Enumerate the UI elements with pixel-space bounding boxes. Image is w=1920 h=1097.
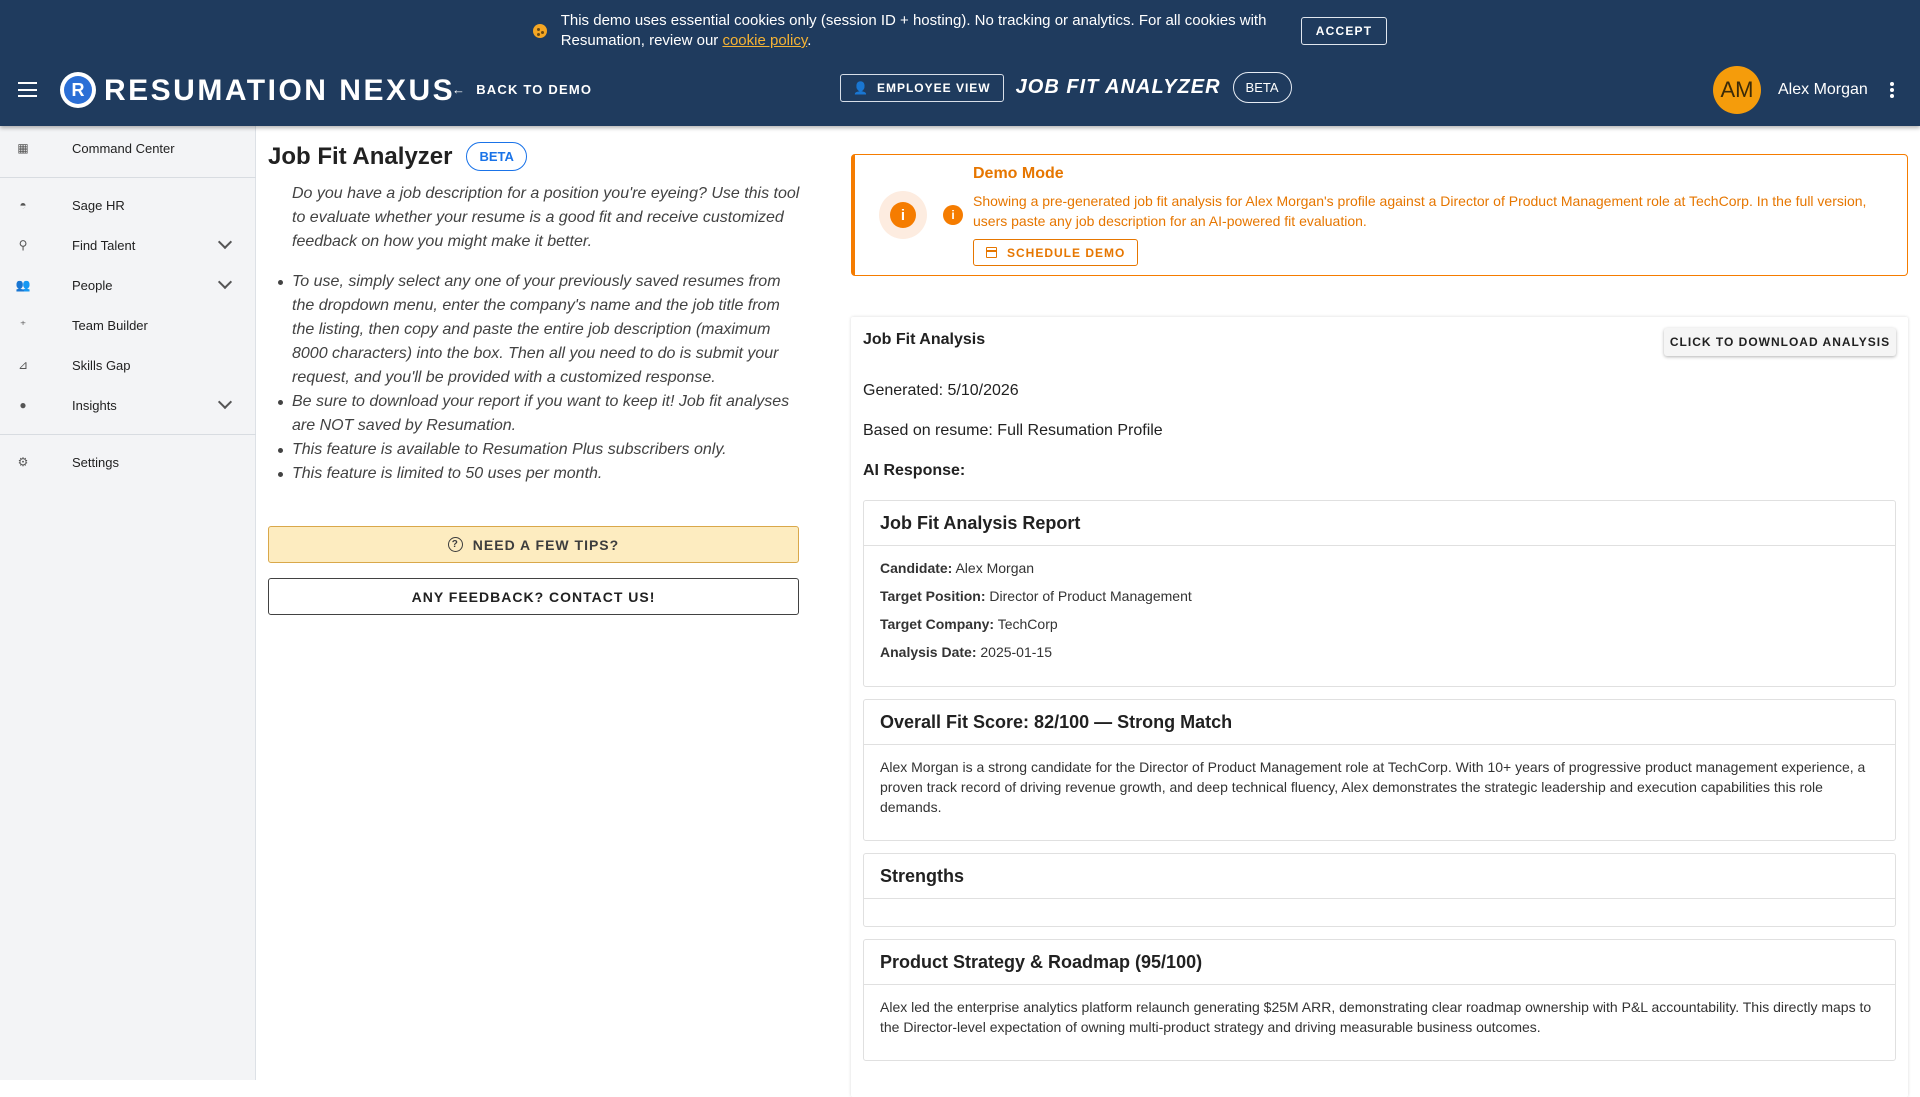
gear-icon: ⚙ xyxy=(17,455,29,469)
intro-text: Do you have a job description for a position you're eyeing? Use this tool to evaluate whether your resume is a good fit and receive customized feedback on how you might make it better. xyxy=(292,185,800,250)
list-item: This feature is available to Resumation Plus subscribers only. xyxy=(292,438,802,462)
schedule-demo-button[interactable]: SCHEDULE DEMO xyxy=(973,239,1138,266)
list-item: Be sure to download your report if you want to keep it! Job fit analyses are NOT saved by Resumation. xyxy=(292,390,802,438)
page-title: Job Fit Analyzer xyxy=(268,142,453,170)
cookie-banner xyxy=(0,0,1920,62)
strategy-section xyxy=(863,939,1896,1061)
chevron-down-icon xyxy=(218,235,232,249)
people-icon: 👥 xyxy=(15,278,31,292)
feedback-button[interactable]: ANY FEEDBACK? CONTACT US! xyxy=(268,578,799,615)
cookie-policy-link[interactable]: cookie policy xyxy=(722,32,808,49)
back-to-demo-button[interactable]: ← BACK TO DEMO xyxy=(452,82,593,97)
download-analysis-button[interactable]: CLICK TO DOWNLOAD ANALYSIS xyxy=(1664,328,1896,356)
tips-button[interactable]: ? NEED A FEW TIPS? xyxy=(268,526,799,563)
sidebar-item-sage-hr[interactable]: ◓ Sage HR xyxy=(0,185,256,225)
calendar-icon xyxy=(986,247,997,258)
strengths-title: Strengths xyxy=(864,854,1895,899)
avatar[interactable]: AM xyxy=(1713,66,1761,114)
sidebar-item-team-builder[interactable]: ⁺ Team Builder xyxy=(0,305,256,345)
person-icon: 👤 xyxy=(853,80,869,95)
group-add-icon: ⁺ xyxy=(19,318,27,332)
sidebar-item-find-talent[interactable]: ⚲ Find Talent xyxy=(0,225,256,265)
analysis-title: Job Fit Analysis xyxy=(863,331,986,348)
lightbulb-icon: ● xyxy=(19,398,27,412)
sidebar-item-people[interactable]: 👥 People xyxy=(0,265,256,305)
demo-mode-alert xyxy=(851,154,1908,276)
sidebar xyxy=(0,126,256,1080)
based-on-resume: Based on resume: Full Resumation Profile xyxy=(863,422,1163,439)
sidebar-item-settings[interactable]: ⚙ Settings xyxy=(17,454,119,470)
dashboard-icon: ▦ xyxy=(17,141,29,155)
demo-title: Demo Mode xyxy=(973,165,1064,182)
ai-response-label: AI Response: xyxy=(863,462,966,479)
cookie-text: This demo uses essential cookies only (session ID + hosting). No tracking or analytics. For all cookies with Resumation, review our cookie policy. xyxy=(560,12,1267,49)
score-section xyxy=(863,699,1896,841)
report-title: Job Fit Analysis Report xyxy=(864,501,1895,546)
report-section xyxy=(863,500,1896,687)
analysis-card xyxy=(851,317,1908,1097)
position-row: Target Position: Director of Product Management xyxy=(880,588,1192,604)
list-item: This feature is limited to 50 uses per month. xyxy=(292,462,802,486)
more-vert-icon[interactable] xyxy=(1890,82,1894,98)
beta-badge: BETA xyxy=(1233,72,1292,103)
top-app-bar xyxy=(0,0,1920,126)
tool-title: JOB FIT ANALYZER xyxy=(1015,76,1221,98)
info-icon: i xyxy=(879,191,927,239)
logo[interactable]: R xyxy=(60,72,96,108)
chevron-down-icon xyxy=(218,275,232,289)
generated-date: Generated: 5/10/2026 xyxy=(863,382,1019,399)
demo-text: Showing a pre-generated job fit analysis for Alex Morgan's profile against a Director of Product Management role at TechCorp. In the full version, users paste any job description for an AI-powered fit evaluation. xyxy=(973,193,1867,229)
chart-icon: ⊿ xyxy=(17,358,29,372)
accept-cookies-button[interactable]: ACCEPT xyxy=(1301,17,1388,45)
strategy-title: Product Strategy & Roadmap (95/100) xyxy=(864,940,1895,985)
arrow-left-icon: ← xyxy=(452,82,467,97)
score-text: Alex Morgan is a strong candidate for the Director of Product Management role at TechCorp. With 10+ years of progressive product management experience, a proven track record of driving revenue growth, and deep technical fluency, Alex demonstrates the strategic leadership and execution capabilities this role demands. xyxy=(880,759,1866,815)
chevron-down-icon xyxy=(218,395,232,409)
user-name[interactable]: Alex Morgan xyxy=(1778,81,1868,98)
beta-badge: BETA xyxy=(466,142,526,171)
strengths-section xyxy=(863,853,1896,927)
info-icon: i xyxy=(943,205,963,225)
help-icon: ? xyxy=(448,537,463,552)
employee-view-button[interactable]: 👤 EMPLOYEE VIEW xyxy=(840,74,1004,102)
nav-row xyxy=(0,62,1920,118)
company-row: Target Company: TechCorp xyxy=(880,616,1058,632)
search-icon: ⚲ xyxy=(18,238,28,252)
strategy-text: Alex led the enterprise analytics platform relaunch generating $25M ARR, demonstrating clear roadmap ownership with P&L accountability. This directly maps to the Director-level expectation of owning multi-product strategy and driving measurable business outcomes. xyxy=(880,999,1872,1035)
brand-name[interactable]: RESUMATION NEXUS xyxy=(104,74,456,107)
score-title: Overall Fit Score: 82/100 — Strong Match xyxy=(864,700,1895,745)
cookie-icon xyxy=(533,24,547,38)
date-row: Analysis Date: 2025-01-15 xyxy=(880,644,1052,660)
list-item: To use, simply select any one of your previously saved resumes from the dropdown menu, enter the company's name and the job title from the listing, then copy and paste the entire job description (maximum 8000 characters) into the box. Then all you need to do is submit your request, and you'll be provided with a customized response. xyxy=(292,270,802,390)
candidate-row: Candidate: Alex Morgan xyxy=(880,560,1035,576)
sidebar-item-skills-gap[interactable]: ⊿ Skills Gap xyxy=(17,357,131,373)
instructions-list xyxy=(292,270,802,486)
sidebar-item-insights[interactable]: ● Insights xyxy=(0,385,256,425)
robot-icon: ◓ xyxy=(19,198,27,212)
sidebar-item-command-center[interactable]: ▦ Command Center xyxy=(17,140,175,156)
menu-icon[interactable] xyxy=(18,82,37,97)
